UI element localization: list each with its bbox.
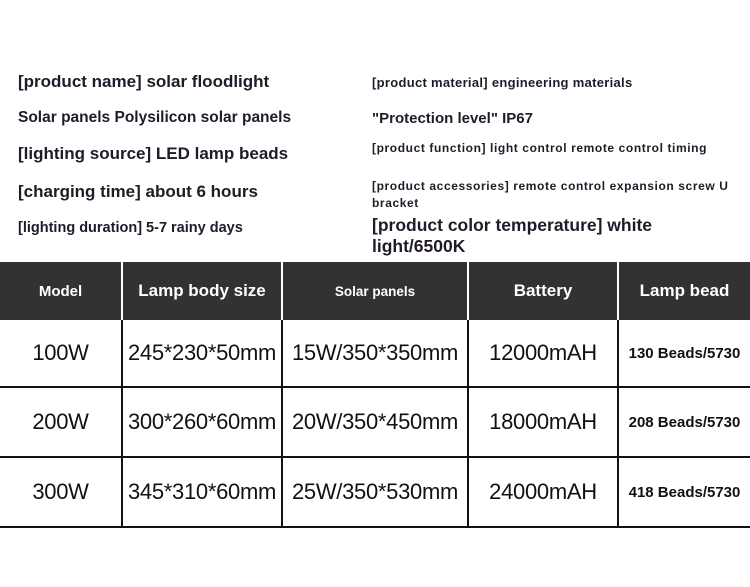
table-row-100w	[0, 320, 750, 387]
cell-solar-panel: 25W/350*530mm	[282, 457, 468, 527]
spec-product-material: [product material] engineering materials	[372, 75, 633, 90]
cell-body-size: 245*230*50mm	[122, 320, 282, 387]
col-header-model: Model	[0, 262, 122, 320]
spec-table	[0, 262, 750, 528]
table-row-200w	[0, 387, 750, 457]
cell-lamp-bead: 130 Beads/5730	[618, 320, 750, 387]
spec-lighting-duration: [lighting duration] 5-7 rainy days	[18, 220, 243, 236]
cell-solar-panel: 20W/350*450mm	[282, 387, 468, 457]
col-header-lamp-body-size: Lamp body size	[122, 262, 282, 320]
spec-product-name: [product name] solar floodlight	[18, 72, 270, 91]
cell-lamp-bead: 418 Beads/5730	[618, 457, 750, 527]
spec-product-function: [product function] light control remote control timing	[372, 141, 708, 155]
cell-model: 200W	[0, 387, 122, 457]
table-header-row	[0, 262, 750, 320]
spec-charging-time: [charging time] about 6 hours	[18, 182, 258, 201]
cell-model: 300W	[0, 457, 122, 527]
table-row-300w	[0, 457, 750, 527]
cell-battery: 18000mAH	[468, 387, 618, 457]
spec-lighting-source: [lighting source] LED lamp beads	[18, 144, 289, 163]
cell-lamp-bead: 208 Beads/5730	[618, 387, 750, 457]
spec-product-accessories: [product accessories] remote control expansion screw U bracket	[372, 179, 729, 211]
spec-protection-level: "Protection level" IP67	[372, 110, 533, 127]
cell-model: 100W	[0, 320, 122, 387]
col-header-solar-panels: Solar panels	[282, 262, 468, 320]
cell-body-size: 300*260*60mm	[122, 387, 282, 457]
spec-solar-panels: Solar panels Polysilicon solar panels	[18, 109, 292, 126]
spec-table-section	[0, 262, 750, 528]
col-header-battery: Battery	[468, 262, 618, 320]
spec-color-temperature: [product color temperature] white light/6500K	[372, 215, 653, 257]
col-header-lamp-bead: Lamp bead	[618, 262, 750, 320]
cell-battery: 12000mAH	[468, 320, 618, 387]
cell-body-size: 345*310*60mm	[122, 457, 282, 527]
cell-solar-panel: 15W/350*350mm	[282, 320, 468, 387]
cell-battery: 24000mAH	[468, 457, 618, 527]
